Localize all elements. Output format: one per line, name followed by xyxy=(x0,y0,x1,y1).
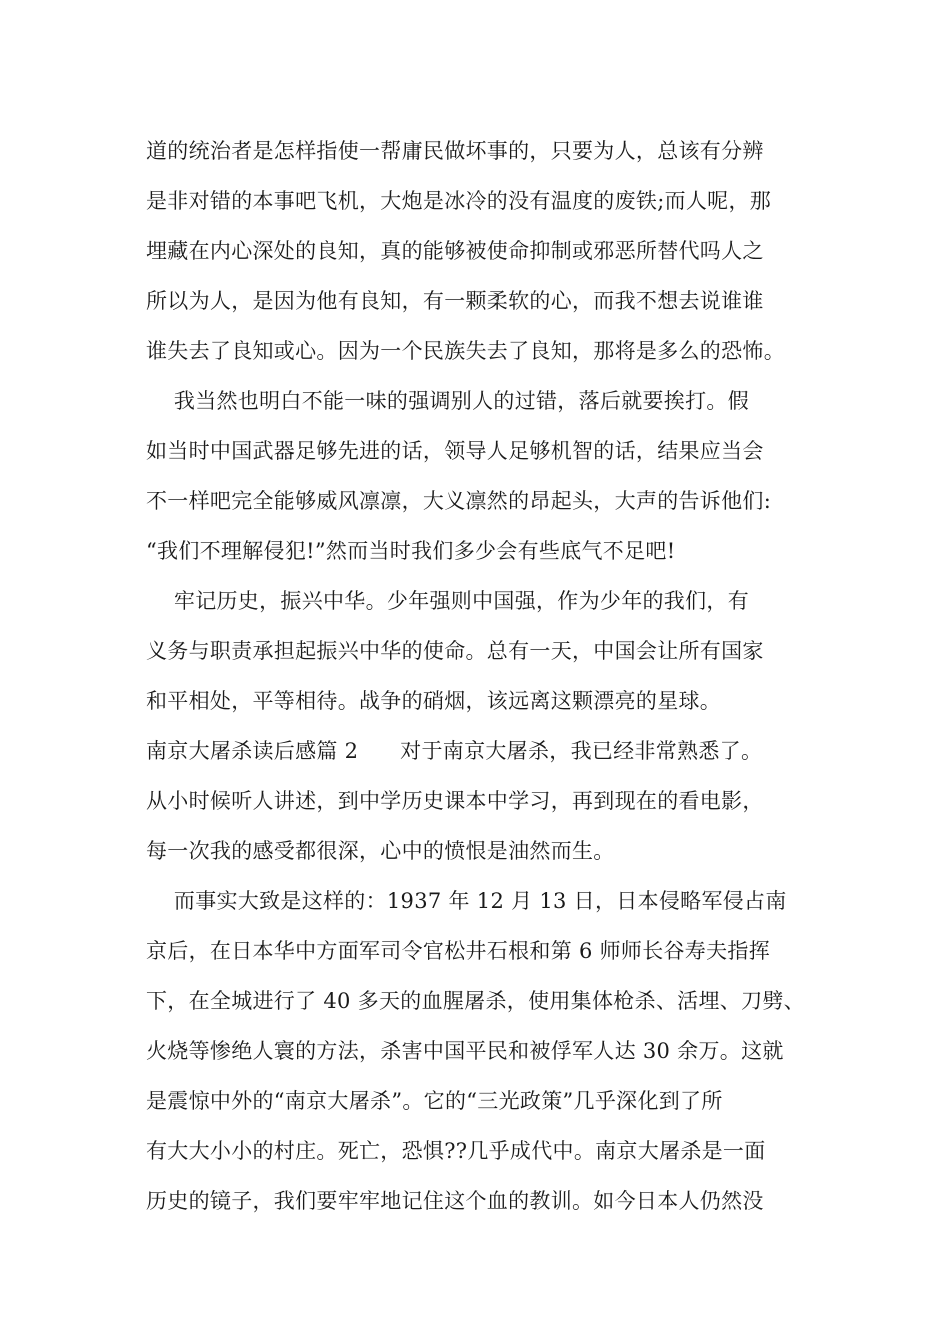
text-line: 义务与职责承担起振兴中华的使命。总有一天，中国会让所有国家 xyxy=(146,639,764,663)
text-line: 每一次我的感受都很深，心中的愤恨是油然而生。 xyxy=(146,839,615,863)
text-line: 是震惊中外的“南京大屠杀”。它的“三光政策”几乎深化到了所 xyxy=(146,1089,723,1113)
text-line: 是非对错的本事吧飞机，大炮是冰冷的没有温度的废铁;而人呢，那 xyxy=(146,189,772,213)
text-line: 火烧等惨绝人寰的方法，杀害中国平民和被俘军人达 30 余万。这就 xyxy=(146,1039,784,1063)
section-heading-line: 南京大屠杀读后感篇 2 对于南京大屠杀，我已经非常熟悉了。 xyxy=(146,739,763,763)
text-line: 京后，在日本华中方面军司令官松井石根和第 6 师师长谷寿夫指挥 xyxy=(146,939,771,963)
text-line: 道的统治者是怎样指使一帮庸民做坏事的，只要为人，总该有分辨 xyxy=(146,139,764,163)
text-line: 埋藏在内心深处的良知，真的能够被使命抑制或邪恶所替代吗人之 xyxy=(146,239,764,263)
text-line: “我们不理解侵犯!”然而当时我们多少会有些底气不足吧! xyxy=(146,539,676,563)
text-line: 有大大小小的村庄。死亡，恐惧??几乎成代中。南京大屠杀是一面 xyxy=(146,1139,766,1163)
text-line: 不一样吧完全能够威风凛凛，大义凛然的昂起头，大声的告诉他们: xyxy=(146,489,772,513)
text-line: 牢记历史，振兴中华。少年强则中国强，作为少年的我们，有 xyxy=(146,589,749,613)
text-line: 如当时中国武器足够先进的话，领导人足够机智的话，结果应当会 xyxy=(146,439,764,463)
text-line: 所以为人，是因为他有良知，有一颗柔软的心，而我不想去说谁谁 xyxy=(146,289,764,313)
text-line: 下，在全城进行了 40 多天的血腥屠杀，使用集体枪杀、活埋、刀劈、 xyxy=(146,989,805,1013)
text-line: 从小时候听人讲述，到中学历史课本中学习，再到现在的看电影， xyxy=(146,789,764,813)
text-line: 和平相处，平等相待。战争的硝烟，该远离这颗漂亮的星球。 xyxy=(146,689,722,713)
text-line: 历史的镜子，我们要牢牢地记住这个血的教训。如今日本人仍然没 xyxy=(146,1189,764,1213)
text-line: 我当然也明白不能一味的强调别人的过错，落后就要挨打。假 xyxy=(146,389,749,413)
text-line: 而事实大致是这样的：1937 年 12 月 13 日，日本侵略军侵占南 xyxy=(146,889,787,913)
text-line: 谁失去了良知或心。因为一个民族失去了良知，那将是多么的恐怖。 xyxy=(146,339,785,363)
